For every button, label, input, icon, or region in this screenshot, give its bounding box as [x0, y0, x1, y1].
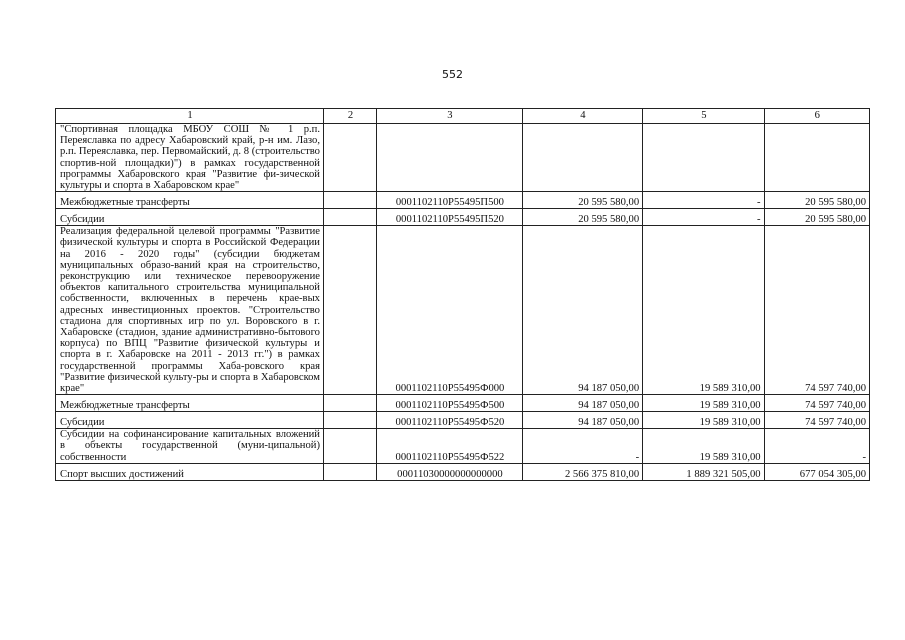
row-col2: [323, 226, 376, 395]
header-col-2: 2: [323, 109, 376, 124]
row-value-col4: -: [522, 429, 642, 464]
row-code: 00011030000000000000: [377, 463, 523, 480]
table-row: [56, 463, 870, 480]
row-code: 0001102110P55495Ф500: [377, 395, 523, 412]
row-value-col4: 94 187 050,00: [522, 395, 642, 412]
header-col-3: 3: [377, 109, 523, 124]
row-value-col6: 20 595 580,00: [764, 209, 869, 226]
row-value-col6: 74 597 740,00: [764, 412, 869, 429]
row-value-col6: 74 597 740,00: [764, 226, 869, 395]
row-col2: [323, 209, 376, 226]
header-col-4: 4: [522, 109, 642, 124]
row-code: [377, 124, 523, 192]
row-col2: [323, 463, 376, 480]
row-col2: [323, 124, 376, 192]
header-col-6: 6: [764, 109, 869, 124]
row-value-col6: 677 054 305,00: [764, 463, 869, 480]
budget-table: [55, 108, 870, 481]
table-row: [56, 226, 870, 395]
row-value-col5: -: [643, 192, 764, 209]
row-value-col6: -: [764, 429, 869, 464]
row-name: Реализация федеральной целевой программы "Развитие физической культуры и спорта в Российской Федерации на 2016 - 2020 годы" (субсидии бюджетам муниципальных образо-ваний края на строительство, реконструкцию или техническое перевооружение объектов капитального строительства муниципальной собственности, включенных в перечень крае-вых адресных инвестиционных проектов. "Строительство стадиона для спортивных игр по ул. Воровского в г. Хабаровске (стадион, здание административно-бытового корпуса) по ВПЦ "Развитие физической культуры и спорта в г. Хабаровске на 2011 - 2013 гг.") в рамках государственной программы Хаба-ровского края "Развитие физической культу-ры и спорта в Хабаровском крае": [56, 226, 324, 395]
row-name: Субсидии: [56, 412, 324, 429]
row-col2: [323, 395, 376, 412]
row-value-col4: 94 187 050,00: [522, 226, 642, 395]
row-name: Межбюджетные трансферты: [56, 395, 324, 412]
table-row: [56, 429, 870, 464]
row-name: "Спортивная площадка МБОУ СОШ № 1 р.п. Переяславка по адресу Хабаровский край, р-н им. Лазо, р.п. Переяславка, пер. Первомайский, д. 8 (строительство спортив-ной площадки)") в рамках государственной программы Хабаровского края "Развитие фи-зической культуры и спорта в Хабаровском крае": [56, 124, 324, 192]
row-value-col5: -: [643, 209, 764, 226]
row-col2: [323, 192, 376, 209]
row-value-col4: 20 595 580,00: [522, 192, 642, 209]
row-value-col6: 20 595 580,00: [764, 192, 869, 209]
row-value-col5: 19 589 310,00: [643, 429, 764, 464]
row-name: Субсидии на софинансирование капитальных вложений в объекты государственной (муни-ципальной) собственности: [56, 429, 324, 464]
row-value-col4: 94 187 050,00: [522, 412, 642, 429]
row-code: 0001102110P55495П500: [377, 192, 523, 209]
row-value-col6: 74 597 740,00: [764, 395, 869, 412]
row-col2: [323, 412, 376, 429]
table-row: [56, 124, 870, 192]
row-value-col6: [764, 124, 869, 192]
row-code: 0001102110P55495Ф522: [377, 429, 523, 464]
row-code: 0001102110P55495Ф000: [377, 226, 523, 395]
table-row: [56, 192, 870, 209]
row-col2: [323, 429, 376, 464]
table-header-row: [56, 109, 870, 124]
row-name: Субсидии: [56, 209, 324, 226]
row-value-col5: 1 889 321 505,00: [643, 463, 764, 480]
row-value-col4: 2 566 375 810,00: [522, 463, 642, 480]
header-col-5: 5: [643, 109, 764, 124]
row-value-col5: [643, 124, 764, 192]
row-code: 0001102110P55495Ф520: [377, 412, 523, 429]
row-code: 0001102110P55495П520: [377, 209, 523, 226]
row-value-col5: 19 589 310,00: [643, 412, 764, 429]
table-row: [56, 412, 870, 429]
header-col-1: 1: [56, 109, 324, 124]
row-value-col4: [522, 124, 642, 192]
row-value-col4: 20 595 580,00: [522, 209, 642, 226]
table-row: [56, 395, 870, 412]
page-number: 552: [442, 68, 463, 81]
row-name: Межбюджетные трансферты: [56, 192, 324, 209]
table-row: [56, 209, 870, 226]
row-value-col5: 19 589 310,00: [643, 226, 764, 395]
row-value-col5: 19 589 310,00: [643, 395, 764, 412]
row-name: Спорт высших достижений: [56, 463, 324, 480]
